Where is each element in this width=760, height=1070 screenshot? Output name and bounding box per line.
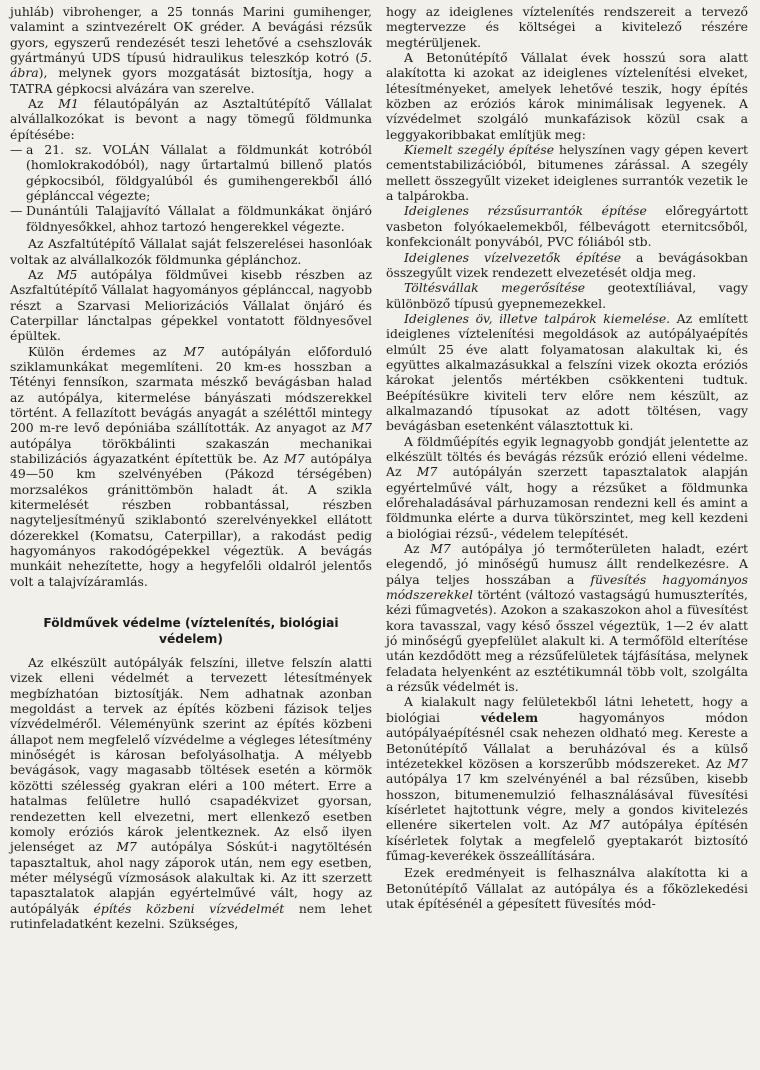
text: előregyártott vasbeton folyókaelemekből, félbevágott eternitcsőből, konfekcionált ponyvából, PVC fóliából stb.	[386, 203, 748, 250]
road-number: M1	[58, 96, 79, 112]
term: Ideiglenes rézsűsurrantók építése	[404, 203, 647, 219]
road-number: M7	[183, 343, 205, 359]
emphasis: építés közbeni vízvédelmét	[93, 900, 285, 916]
text: történt (változó vastagságú humuszterítés, kézi fűmagvetés). Azokon a szakaszokon ahol a füvesítést kora tavasszal, vagy késő ősszel végeztük, 1—2 év alatt jó minőségű gyepfelület alakult ki. A termőföld elterítése után kezdődött meg a rézsűfelületek tájfásítása, melynek feladata helyenként az esztétikumnál több volt, szolgálta a rézsűk védelmét is.	[386, 587, 748, 695]
list-item	[10, 142, 372, 203]
text: Az	[28, 266, 57, 282]
right-column	[386, 4, 748, 1070]
paragraph	[386, 541, 748, 694]
road-number: M5	[56, 266, 78, 282]
road-number: M7	[727, 755, 748, 771]
road-number: M7	[284, 450, 305, 466]
road-number: M7	[116, 839, 137, 855]
figure-reference: 5. ábra	[10, 50, 372, 81]
paragraph	[386, 203, 748, 249]
term: Kiemelt szegély építése	[404, 142, 555, 158]
list-item-text: a 21. sz. VOLÁN Vállalat a földmunkát kotróból (homlokrakodóból), nagy űrtartalmú billenő platós gépkocsiból, földgyalúból és gumihengerekből álló géplánccal végezte;	[26, 142, 372, 204]
paragraph: Ezek eredményeit is felhasználva alakította ki a Betonútépítő Vállalat az autópálya és a főközlekedési utak építésénél a gépesített füvesítés mód-	[386, 865, 748, 911]
road-number: M7	[430, 541, 451, 557]
text: autópálya építésén kísérletek folytak a megfelelő gyeptakarót biztosító fűmag-keverékek összeállítására.	[386, 817, 748, 863]
paragraph	[386, 280, 748, 311]
text: autópályán szerzett tapasztalatok alapján egyértelművé vált, hogy a rézsűket a földmunka előrehaladásával párhuzamosan rendezni kell és amint a földmunka elérte a durva tükörszintet, meg kell kezdeni a biológiai rézsű-, védelem telepítését.	[386, 464, 748, 541]
paragraph	[386, 250, 748, 281]
paragraph: A Betonútépítő Vállalat évek hosszú sora alatt alakította ki azokat az ideiglenes víztelenítési elveket, létesítményeket, amelyek lehetővé teszik, hogy építés közben az eróziós károk minimálisak legyenek. A vízvédelmet szolgáló munkafázisok közül csak a leggyakoribbakat említjük meg:	[386, 50, 748, 142]
term: Ideiglenes vízelvezetők építése	[404, 249, 622, 265]
bold-word: védelem	[480, 709, 539, 725]
text: autópálya Sóskút-i nagytöltésén tapasztaltuk, ahol nagy záporok után, nem egy esetben, méter mélységű vízmosások alakultak ki. Az itt szerzett tapasztalatok alapján egyértelművé vált, hogy az autópályák	[10, 839, 372, 916]
text: autópálya földművei kisebb részben az Aszfaltútépítő Vállalat hagyományos géplánccal, nagyobb részt a Szarvasi Meliorizációs Vállalat önjáró és Caterpillar lánctalpas gépekkel vontatott földnyesővel épültek.	[10, 266, 372, 344]
text: A földműépítés egyik legnagyobb gondját jelentette az elkészült töltés és bevágás rézsűk erózió elleni védelme. Az	[386, 433, 748, 480]
term: Töltésvállak megerősítése	[404, 280, 586, 296]
text: autópálya törökbálinti szakaszán mechanikai stabilizációs ágyazatként építettük be. Az	[10, 435, 372, 466]
text: nem lehet rutinfeladatként kezelni. Szükséges,	[10, 900, 372, 931]
paragraph	[10, 267, 372, 344]
text: autópályán előforduló sziklamunkákat megemlíteni. 20 km-es hosszban a Tétényi fennsíkon, szarmata mészkő bevágásban halad az autópálya, kitermelése bányászati módszerekkel történt. A fellazított bevágás anyagát a széléttől mintegy 200 m-re levő depóniába szállították. Az anyagot az	[10, 343, 372, 436]
list-item-text: Dunántúli Talajjavító Vállalat a földmunkákat önjáró földnyesőkkel, ahhoz tartozó hengerekkel végezte.	[26, 203, 372, 234]
text: Az elkészült autópályák felszíni, illetve felszín alatti vizek elleni védelmét a tervezett létesítmények megbízhatóan biztosítják. Nem adhatnak azonban megoldást a tervek az építés közbeni fázisok teljes vízvédelméről. Véleményünk szerint az építés közbeni állapot nem megfelelő vízvédelme a végleges létesítmény minőségét is károsan befolyásolhatja. A mélyebb bevágások, vagy magasabb töltések esetén a körmök közötti szélesség gyakran eléri a 100 métert. Erre a hatalmas felületre hulló csapadékvizet gyorsan, rendezetten kell elvezetni, mert ellenkező esetben komoly eróziós károk jelentkeznek. Az első ilyen jelenséget az	[10, 655, 372, 855]
dash-marker: —	[10, 142, 23, 158]
paragraph: hogy az ideiglenes víztelenítés rendszereit a tervező megtervezze és költségei a kivitelező részére megtérüljenek.	[386, 4, 748, 50]
paragraph	[386, 311, 748, 434]
text: Az	[28, 96, 59, 112]
paragraph	[386, 694, 748, 863]
emphasis: füvesítés hagyományos módszerekkel	[386, 571, 748, 603]
text: a bevágásokban összegyűlt vizek rendezett elvezetését oldja meg.	[386, 249, 748, 280]
text: A kialakult nagy felületekből látni lehetett, hogy a biológiai	[386, 694, 748, 725]
text: autópálya 49—50 km szelvényében (Pákozd térségében) morzsalékos gránittömbön haladt át. A szikla kitermelését részben robbantással, részben nagyteljesítményű sziklabontó szerelvényekkel ellátott dózerekkel (Komatsu, Caterpillar), a rakodást pedig hagyományos rakodógépekkel végeztük. A bevágás munkáit nehezítette, hogy a hegyfelőli oldalról jelentős volt a talajvízáramlás.	[10, 450, 372, 589]
text: autópálya 17 km szelvényénél a bal rézsűben, kisebb hosszon, bitumenemulzió felhasználásával füvesítési kísérletet hajtottunk végre, mely a gondos kivitelezés ellenére sikertelen volt. Az	[386, 771, 748, 833]
left-column	[10, 4, 372, 1070]
road-number: M7	[351, 420, 372, 436]
paragraph	[10, 655, 372, 931]
paragraph	[10, 344, 372, 590]
dash-marker: —	[10, 203, 23, 219]
text: Külön érdemes az	[28, 343, 184, 359]
text: juhláb) vibrohenger, a 25 tonnás Marini gumihenger, valamint a szintvezérelt OK gréder. A bevágási rézsűk gyors, egyszerű rendezését teszi lehetővé a csehszlovák gyártmányú UDS típusú hidraulikus teleszkóp kotró (	[10, 4, 372, 66]
paragraph: Az Aszfaltútépítő Vállalat saját felszerelései hasonlóak voltak az alvállalkozók földmunka géplánchoz.	[10, 236, 372, 267]
paragraph	[386, 142, 748, 203]
road-number: M7	[589, 817, 610, 833]
text: geotextíliával, vagy különböző típusú gyepnemezekkel.	[386, 280, 748, 311]
section-heading: Földművek védelme (víztelenítés, biológiai védelem)	[43, 616, 339, 647]
paragraph	[10, 4, 372, 96]
text: helyszínen vagy gépen kevert cementstabilizációból, bitumenes zárással. A szegély mellett összegyűlt vizeket ideiglenes surrantók vezetik le a talpárokba.	[386, 142, 748, 204]
text: Az	[404, 541, 431, 557]
list-item	[10, 203, 372, 234]
paragraph	[386, 434, 748, 541]
text: autópálya jó termőterületen haladt, ezért elegendő, jó minőségű humusz állt rendelkezésre. A pálya teljes hosszában a	[386, 541, 748, 587]
paragraph	[10, 96, 372, 142]
text: ), melynek gyors mozgatását biztosítja, hogy a TATRA gépkocsi alvázára van szerelve.	[10, 65, 372, 96]
text: hagyományos módon autópályaépítésnél csak nehezen oldható meg. Kereste a Betonútépítő Vállalat a beruházóval és a külső intézetekkel közösen a korszerűbb módszereket. Az	[386, 709, 748, 771]
term: Ideiglenes öv, illetve talpárok kiemelése.	[404, 310, 671, 326]
road-number: M7	[416, 464, 438, 480]
text: Az említett ideiglenes víztelenítési megoldások az autópályaépítés elmúlt 25 éve alatt folyamatosan alakultak ki, és együttes alkalmazásukkal a felszíni vizek okozta eróziós károkat jelentős mértékben csökkenteni tudtuk. Beépítésükre kiviteli terv előre nem készült, az alkalmazandó típusokat az adott töltésen, vagy bevágásban esetenként választottuk ki.	[386, 310, 748, 434]
text: félautópályán az Asztaltútépítő Vállalat alvállalkozókat is bevont a nagy tömegű földmunka építésébe:	[10, 96, 372, 142]
